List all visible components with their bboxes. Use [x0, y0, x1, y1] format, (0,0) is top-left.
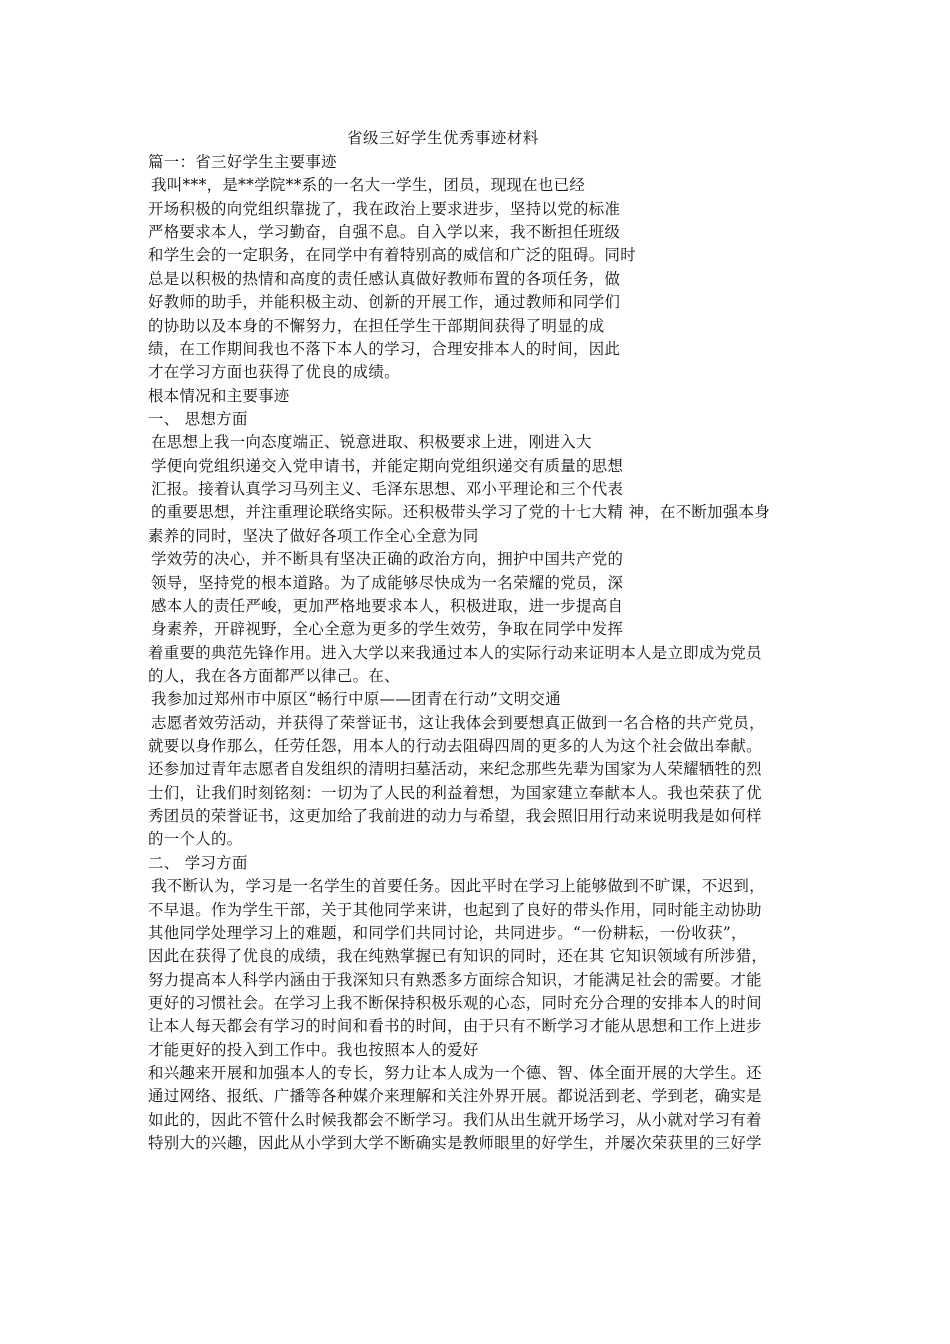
text-line: 其他同学处理学习上的难题，和同学们共同讨论，共同进步。“一份耕耘，一份收获”， — [148, 923, 747, 942]
text-line: 学便向党组织递交入党申请书，并能定期向党组织递交有质量的思想 — [151, 456, 624, 475]
text-line: 秀团员的荣誉证书，这更加给了我前进的动力与希望，我会照旧用行动来说明我是如何样 — [148, 807, 762, 826]
text-line: 二、 学习方面 — [148, 853, 248, 872]
text-line: 篇一：省三好学生主要事迹 — [148, 153, 337, 171]
text-line: 和学生会的一定职务，在同学中有着特别高的威信和广泛的阻碍。同时 — [148, 246, 636, 265]
text-line: 领导，坚持党的根本道路。为了成能够尽快成为一名荣耀的党员，深 — [151, 573, 624, 592]
text-line: 才能更好的投入到工作中。我也按照本人的爱好 — [148, 1040, 479, 1059]
text-line: 如此的，因此不管什么时候我都会不断学习。我们从出生就开场学习，从小就对学习有着 — [148, 1110, 762, 1129]
text-line: 还参加过青年志愿者自发组织的清明扫墓活动，来纪念那些先辈为国家为人荣耀牺牲的烈 — [148, 760, 762, 779]
text-line: 总是以积极的热情和高度的责任感认真做好教师布置的各项任务，做 — [148, 269, 621, 288]
text-line: 和兴趣来开展和加强本人的专长，努力让本人成为一个德、智、体全面开展的大学生。还 — [148, 1064, 762, 1082]
text-line: 着重要的典范先锋作用。进入大学以来我通过本人的实际行动来证明本人是立即成为党员 — [148, 643, 762, 662]
text-line: 因此在获得了优良的成绩，我在纯熟掌握已有知识的同时，还在其 它知识领域有所涉猎， — [148, 947, 768, 966]
text-line: 感本人的责任严峻，更加严格地要求本人，积极进取，进一步提高自 — [151, 596, 624, 615]
text-line: 通过网络、报纸、广播等各种媒介来理解和关注外界开展。都说活到老、学到老，确实是 — [148, 1087, 762, 1106]
text-line: 才在学习方面也获得了优良的成绩。 — [148, 363, 400, 382]
text-line: 好教师的助手，并能积极主动、创新的开展工作，通过教师和同学们 — [148, 293, 621, 312]
text-line: 特别大的兴趣，因此从小学到大学不断确实是教师眼里的好学生，并屡次荣获里的三好学 — [148, 1134, 762, 1153]
text-line: 学效劳的决心，并不断具有坚决正确的政治方向，拥护中国共产党的 — [151, 550, 624, 569]
text-line: 的协助以及本身的不懈努力，在担任学生干部期间获得了明显的成 — [148, 316, 605, 335]
text-line: 更好的习惯社会。在学习上我不断保持积极乐观的心态，同时充分合理的安排本人的时间 — [148, 994, 762, 1012]
text-line: 我叫***，是**学院**系的一名大一学生，团员，现现在也已经 — [151, 176, 586, 195]
text-line: 志愿者效劳活动，并获得了荣誉证书，这让我体会到要想真正做到一名合格的共产党员， — [151, 713, 765, 732]
text-line: 的人，我在各方面都严以律己。在、 — [148, 666, 400, 685]
text-line: 绩，在工作期间我也不落下本人的学习，合理安排本人的时间，因此 — [148, 339, 621, 358]
text-line: 严格要求本人，学习勤奋，自强不息。自入学以来，我不断担任班级 — [148, 223, 621, 242]
text-line: 身素养，开辟视野，全心全意为更多的学生效劳，争取在同学中发挥 — [151, 620, 624, 639]
text-line: 在思想上我一向态度端正、锐意进取、积极要求上进，刚进入大 — [151, 433, 592, 452]
text-line: 一、 思想方面 — [148, 410, 248, 428]
text-line: 努力提高本人科学内涵由于我深知只有熟悉多方面综合知识，才能满足社会的需要。才能 — [148, 970, 762, 989]
text-line: 汇报。接着认真学习马列主义、毛泽东思想、邓小平理论和三个代表 — [151, 480, 624, 498]
text-line: 就要以身作那么，任劳任怨，用本人的行动去阻碍四周的更多的人为这个社会做出奉献。 — [148, 737, 762, 755]
text-line: 我不断认为，学习是一名学生的首要任务。因此平时在学习上能够做到不旷课，不迟到， — [151, 877, 765, 896]
text-line: 让本人每天都会有学习的时间和看书的时间，由于只有不断学习才能从思想和工作上进步 — [148, 1017, 762, 1036]
text-line: 士们，让我们时刻铭刻：一切为了人民的利益着想，为国家建立奉献本人。我也荣获了优 — [148, 783, 762, 802]
text-line: 的一个人的。 — [148, 830, 243, 849]
text-line: 的重要思想，并注重理论联络实际。还积极带头学习了党的十七大精 神，在不断加强本身 — [151, 503, 771, 522]
document-title: 省级三好学生优秀事迹材料 — [347, 129, 539, 147]
text-line: 根本情况和主要事迹 — [148, 386, 290, 405]
text-line: 开场积极的向党组织靠拢了，我在政治上要求进步，坚持以党的标准 — [148, 199, 621, 218]
text-line: 我参加过郑州市中原区“畅行中原——团青在行动”文明交通 — [151, 690, 561, 709]
text-line: 不早退。作为学生干部，关于其他同学来讲，也起到了良好的带头作用，同时能主动协助 — [148, 900, 762, 919]
text-line: 素养的同时，坚决了做好各项工作全心全意为同 — [148, 526, 479, 545]
